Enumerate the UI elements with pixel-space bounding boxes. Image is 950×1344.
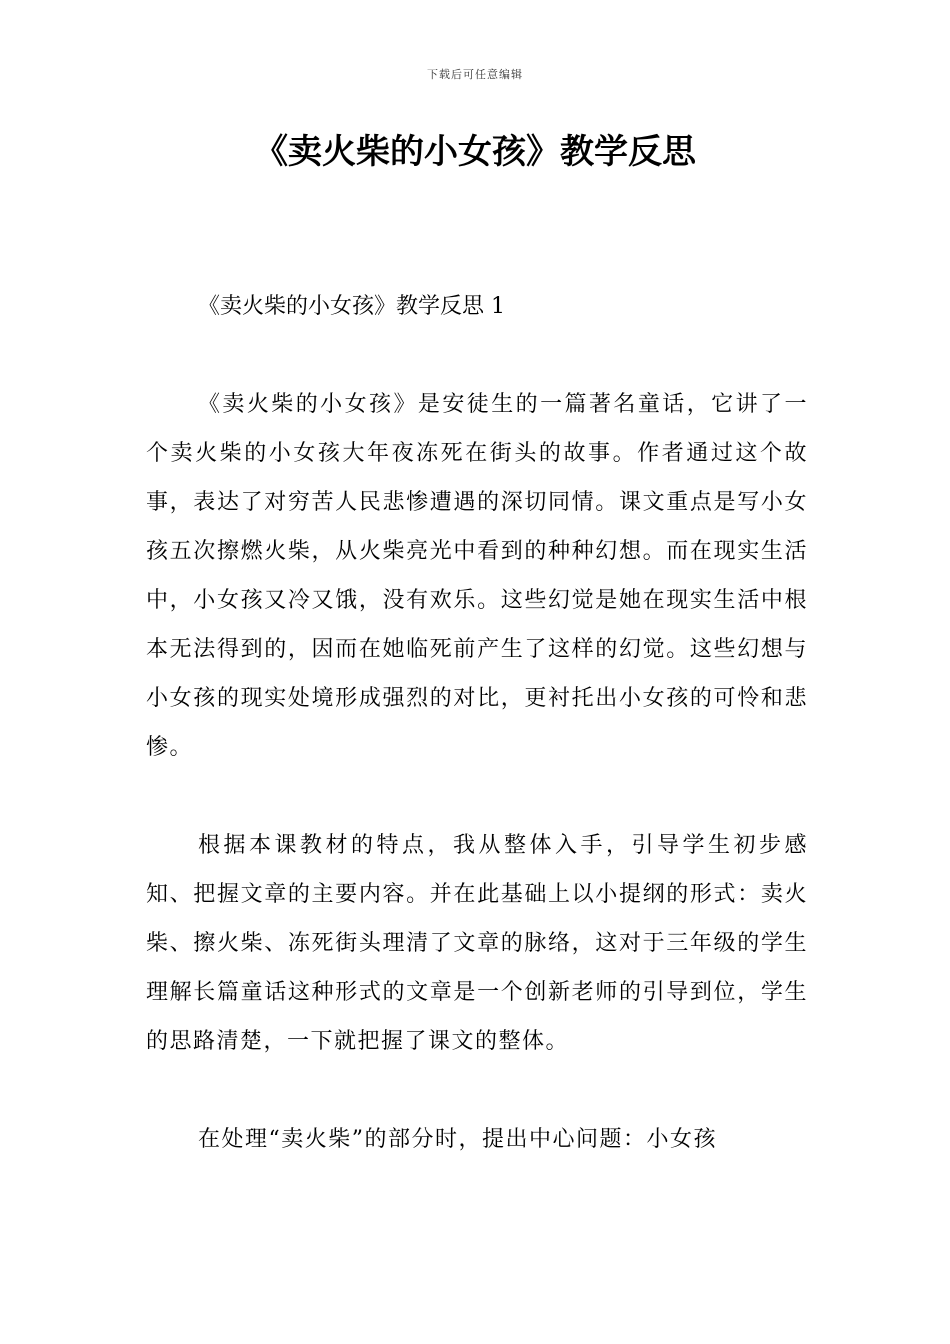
paragraph-2: 根据本课教材的特点，我从整体入手，引导学生初步感知、把握文章的主要内容。并在此基础上以小提纲的形式：卖火柴、擦火柴、冻死街头理清了文章的脉络，这对于三年级的学生理解长篇童话这种形式的文章是一个创新老师的引导到位，学生的思路清楚，一下就把握了课文的整体。 — [146, 833, 808, 1054]
paragraph-1: 《卖火柴的小女孩》是安徒生的一篇著名童话，它讲了一个卖火柴的小女孩大年夜冻死在街头的故事。作者通过这个故事，表达了对穷苦人民悲惨遭遇的深切同情。课文重点是写小女孩五次擦燃火柴，从火柴亮光中看到的种种幻想。而在现实生活中，小女孩又冷又饿，没有欢乐。这些幻觉是她在现实生活中根本无法得到的，因而在她临死前产生了这样的幻觉。这些幻想与小女孩的现实处境形成强烈的对比，更衬托出小女孩的可怜和悲惨。 — [146, 392, 808, 760]
paragraph-3: 在处理“卖火柴”的部分时，提出中心问题：小女孩 — [198, 1127, 717, 1152]
header-note: 下载后可任意编辑 — [427, 68, 523, 81]
page-title: 《卖火柴的小女孩》教学反思 — [254, 132, 696, 172]
section-heading: 《卖火柴的小女孩》教学反思 1 — [198, 294, 505, 319]
document-body — [146, 282, 808, 1213]
